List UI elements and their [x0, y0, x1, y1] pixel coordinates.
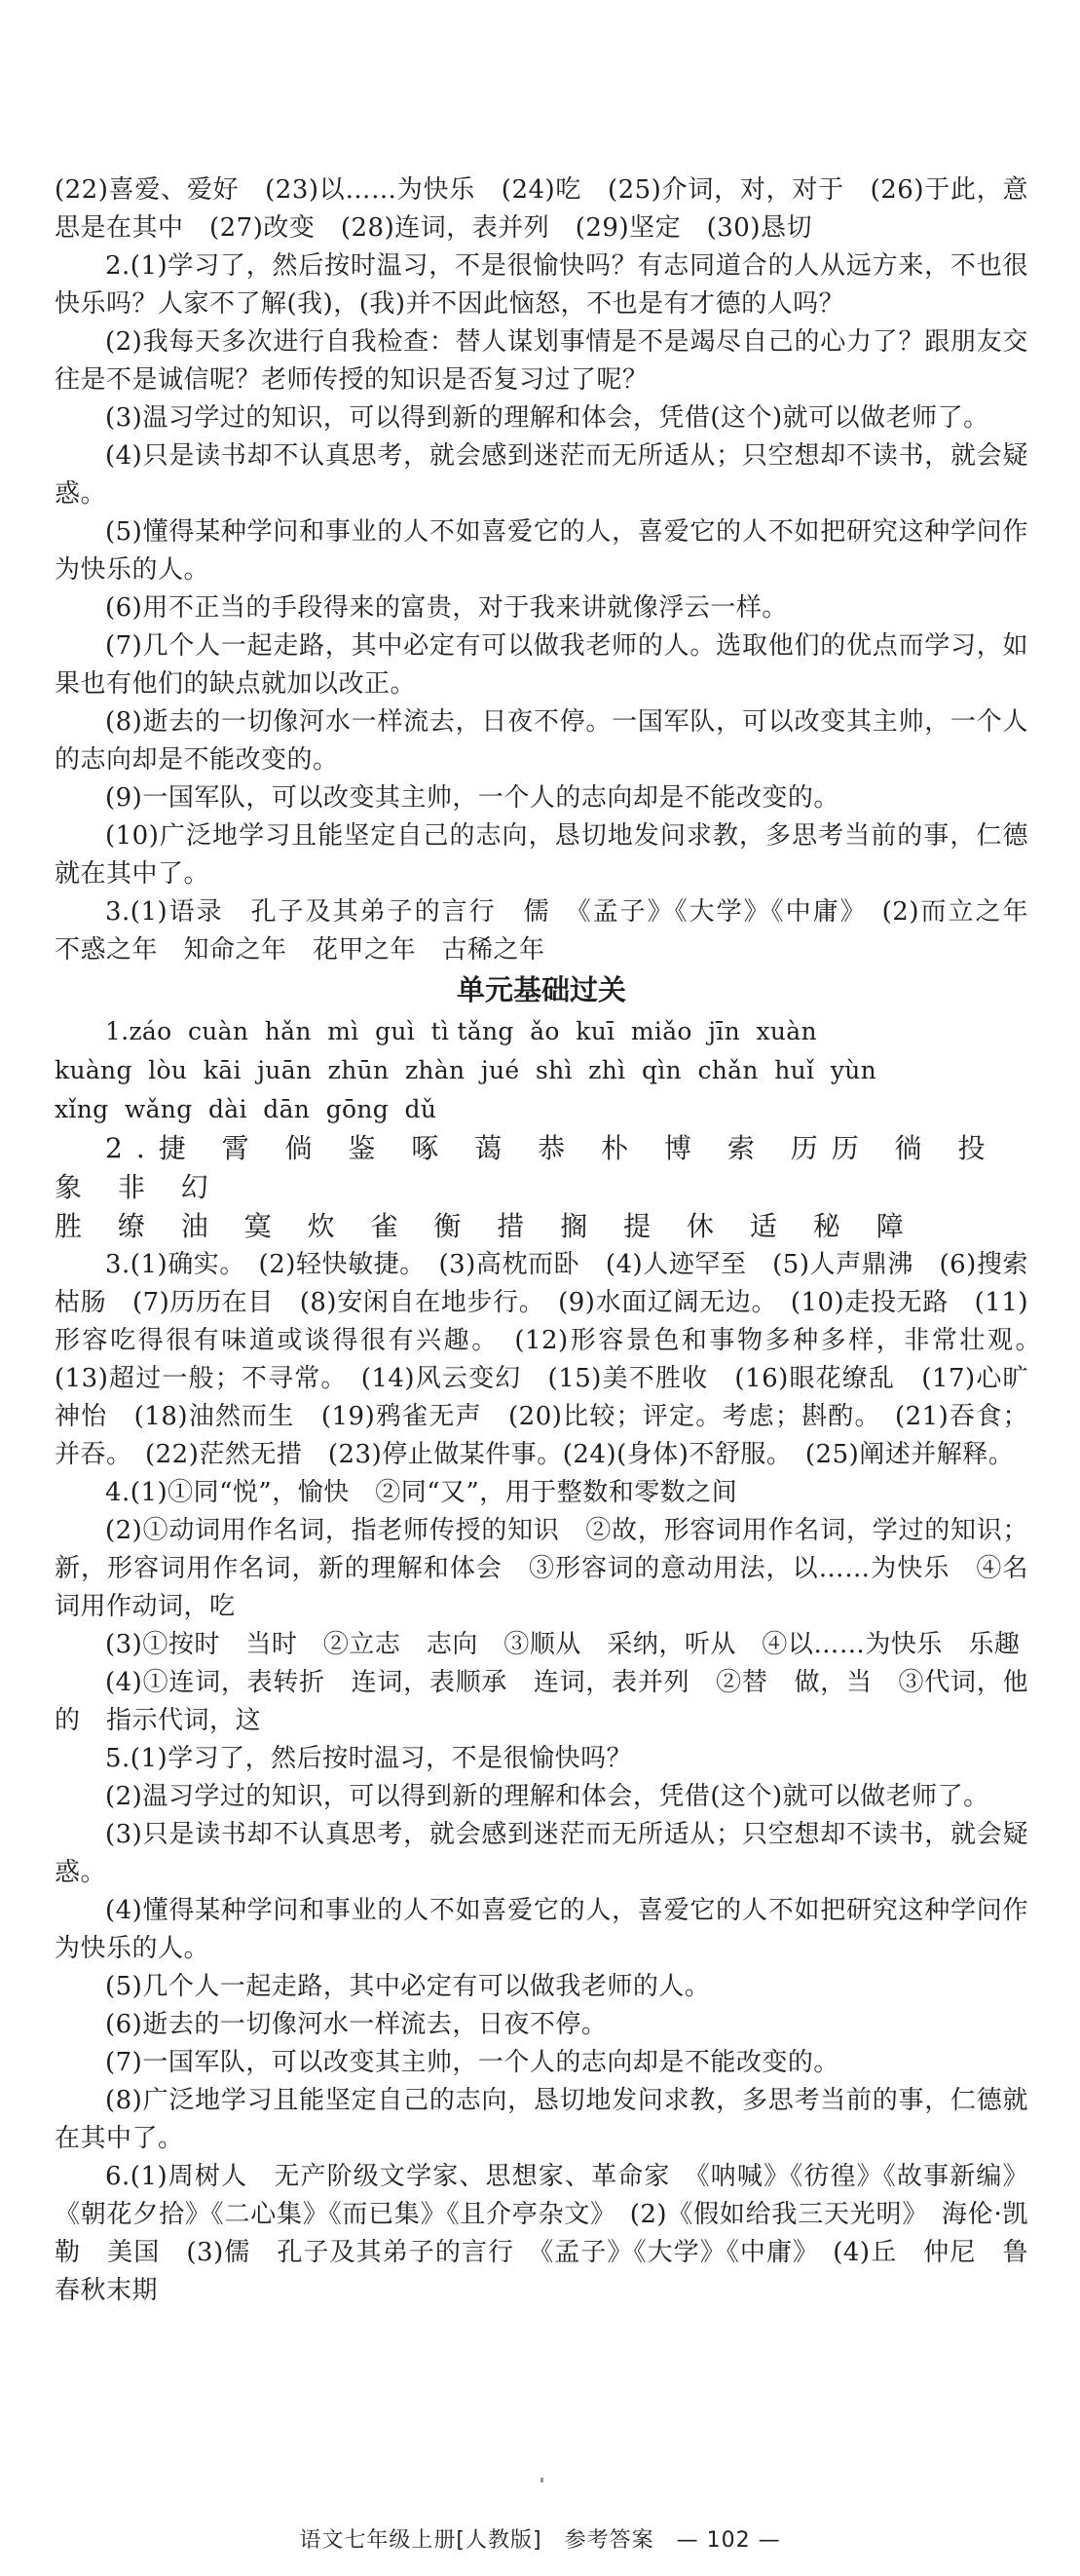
answer-line: 2.(1)学习了，然后按时温习，不是很愉快吗？有志同道合的人从远方来，不也很快乐吗？人家不了解(我)，(我)并不因此恼怒，不也是有才德的人吗？ — [55, 251, 1028, 319]
answer-line: (7)几个人一起走路，其中必定有可以做我老师的人。选取他们的优点而学习，如果也有他们的缺点就加以改正。 — [55, 631, 1028, 699]
answer-line: (2)①动词用作名词，指老师传授的知识 ②故，形容词用作名词，学过的知识；新，形容词用作名词，新的理解和体会 ③形容词的意动用法，以……为快乐 ④名词用作动词，吃 — [55, 1516, 1028, 1621]
answer-line: 3.(1)确实。 (2)轻快敏捷。 (3)高枕而卧 (4)人迹罕至 (5)人声鼎沸 (6)搜索枯肠 (7)历历在目 (8)安闲自在地步行。 (9)水面辽阔无边。 (10)走投无路 (11)形容吃得很有味道或谈得很有兴趣。 (12)形容景色和事物多种多样，非常壮观。 (13)超过一般；不寻常。 (14)风云变幻 (15)美不胜收 (16)眼花缭乱 (17)心旷神怡 (18)油然而生 (19)鸦雀无声 (20)比较；评定。考虑；斟酌。 (21)吞食；并吞。 (22)茫然无措 (23)停止做某件事。(24)(身体)不舒服。 (25)阐述并解释。 — [55, 1250, 1055, 1469]
answer-line: (4)①连词，表转折 连词，表顺承 连词，表并列 ②替 做，当 ③代词，他的 指示代词，这 — [55, 1668, 1028, 1735]
answer-line: (3)只是读书却不认真思考，就会感到迷茫而无所适从；只空想却不读书，就会疑惑。 — [55, 1820, 1028, 1887]
character-line: 2.捷 霄 倘 鉴 啄 蔼 恭 朴 博 索 历历 徜 投 象 非 幻 — [55, 1132, 999, 1203]
answer-line: (10)广泛地学习且能坚定自己的志向，恳切地发问求教，多思考当前的事，仁德就在其中了。 — [55, 821, 1028, 889]
answer-line: 4.(1)①同“悦”，愉快 ②同“又”，用于整数和零数之间 — [105, 1478, 738, 1507]
answer-line: (7)一国军队，可以改变其主帅，一个人的志向却是不能改变的。 — [105, 2048, 839, 2077]
answer-line: (2)我每天多次进行自我检查：替人谋划事情是不是竭尽自己的心力了？跟朋友交往是不是诚信呢？老师传授的知识是否复习过了呢？ — [55, 327, 1028, 395]
pinyin-line: kuàng lòu kāi juān zhūn zhàn jué shì zhì qìn chǎn huǐ yùn — [55, 1056, 877, 1084]
answer-content — [55, 171, 1055, 2310]
answer-line: 5.(1)学习了，然后按时温习，不是很愉快吗？ — [105, 1744, 633, 1773]
answer-line: (6)逝去的一切像河水一样流去，日夜不停。 — [105, 2010, 608, 2039]
section-heading: 单元基础过关 — [456, 973, 626, 1006]
answer-line: (3)①按时 当时 ②立志 志向 ③顺从 采纳，听从 ④以……为快乐 乐趣 — [105, 1630, 1021, 1659]
character-line: 胜 缭 油 寞 炊 雀 衡 措 搁 提 休 适 秘 障 — [55, 1210, 917, 1242]
answer-line: (22)喜爱、爱好 (23)以……为快乐 (24)吃 (25)介词，对，对于 (26)于此，意思是在其中 (27)改变 (28)连词，表并列 (29)坚定 (30)恳切 — [55, 175, 1028, 243]
answer-line: 6.(1)周树人 无产阶级文学家、思想家、革命家 《呐喊》《彷徨》《故事新编》《朝花夕拾》《二心集》《而已集》《且介亭杂文》 (2)《假如给我三天光明》 海伦·凯勒 美国 (3)儒 孔子及其弟子的言行 《孟子》《大学》《中庸》 (4)丘 仲尼 鲁 春秋末期 — [55, 2162, 1055, 2305]
scan-mark — [540, 2478, 543, 2482]
answer-line: (4)懂得某种学问和事业的人不如喜爱它的人，喜爱它的人不如把研究这种学问作为快乐的人。 — [55, 1896, 1028, 1963]
answer-line: (5)几个人一起走路，其中必定有可以做我老师的人。 — [105, 1972, 711, 2001]
answer-line: 3.(1)语录 孔子及其弟子的言行 儒 《孟子》《大学》《中庸》 (2)而立之年 不惑之年 知命之年 花甲之年 古稀之年 — [55, 897, 1055, 965]
answer-line: (5)懂得某种学问和事业的人不如喜爱它的人，喜爱它的人不如把研究这种学问作为快乐的人。 — [55, 517, 1028, 585]
answer-line: (6)用不正当的手段得来的富贵，对于我来讲就像浮云一样。 — [105, 593, 788, 623]
answer-line: (9)一国军队，可以改变其主帅，一个人的志向却是不能改变的。 — [105, 783, 839, 813]
answer-line: (3)温习学过的知识，可以得到新的理解和体会，凭借(这个)就可以做老师了。 — [105, 403, 989, 433]
pinyin-line: 1.záo cuàn hǎn mì guì tì tǎng ǎo kuī miǎo jīn xuàn — [105, 1017, 817, 1045]
answer-line: (8)广泛地学习且能坚定自己的志向，恳切地发问求教，多思考当前的事，仁德就在其中了。 — [55, 2086, 1028, 2153]
page-footer: 语文七年级上册[人教版] 参考答案 — 102 — — [299, 2528, 781, 2553]
answer-line: (8)逝去的一切像河水一样流去，日夜不停。一国军队，可以改变其主帅，一个人的志向却是不能改变的。 — [55, 707, 1028, 775]
answer-line: (2)温习学过的知识，可以得到新的理解和体会，凭借(这个)就可以做老师了。 — [105, 1782, 989, 1811]
answer-line: (4)只是读书却不认真思考，就会感到迷茫而无所适从；只空想却不读书，就会疑惑。 — [55, 441, 1028, 509]
pinyin-line: xǐng wǎng dài dān gōng dǔ — [55, 1095, 437, 1123]
